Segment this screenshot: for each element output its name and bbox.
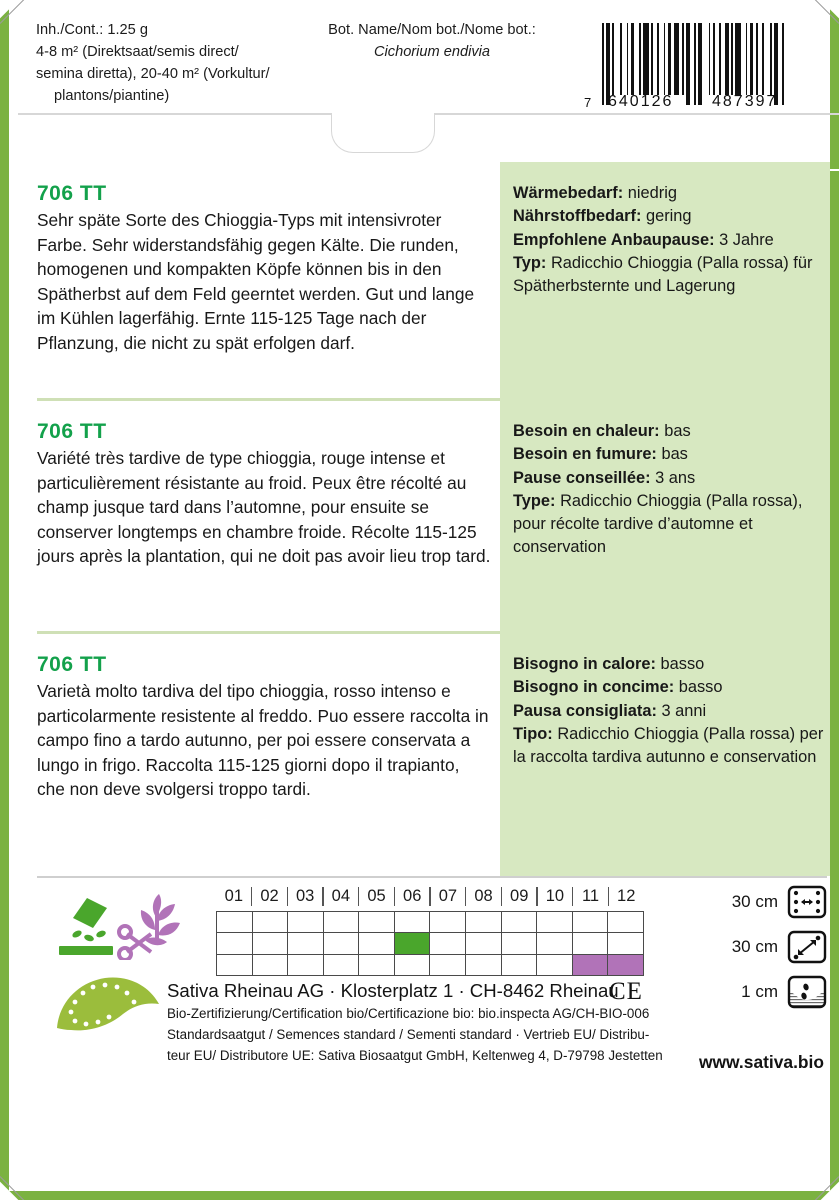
calendar-cell-06-sowing bbox=[395, 933, 431, 954]
distribution-line-2: teur EU/ Distributore UE: Sativa Biosaatgut GmbH, Keltenweg 4, D-79798 Jestetten bbox=[167, 1047, 663, 1063]
info-label: Besoin en fumure: bbox=[513, 445, 657, 464]
content-weight-block bbox=[36, 20, 306, 108]
info-value: basso bbox=[660, 655, 705, 673]
calendar-cell-11-harvest bbox=[573, 955, 609, 976]
calendar-cell-12-empty bbox=[608, 912, 644, 933]
info-value: bas bbox=[661, 445, 688, 464]
description-text: Sehr späte Sorte des Chioggia-Typs mit intensivroter Farbe. Sehr widerstandsfähig gegen Kälte. Die runden, homogenen und kompakten Köpfe können bis in den Spätherbst auf dem Feld geerntet werden. Gut und lange im Kühlen lagerfähig. Ernte 115-125 Tage nach der Pflanzung, die nicht zu spät erfolgen darf. bbox=[37, 210, 475, 353]
info-row bbox=[513, 723, 825, 770]
calendar-cell-08-empty bbox=[466, 955, 502, 976]
barcode-bar bbox=[674, 23, 680, 95]
calendar-grid bbox=[216, 911, 644, 976]
calendar-cell-07-empty bbox=[430, 933, 466, 954]
variety-name: 706 TT bbox=[37, 420, 107, 443]
calendar-cell-01-empty bbox=[217, 912, 253, 933]
info-row bbox=[513, 229, 825, 252]
info-row bbox=[513, 252, 825, 299]
calendar-cell-03-empty bbox=[288, 912, 324, 933]
calendar-cell-04-empty bbox=[324, 912, 360, 933]
spacing-group bbox=[677, 882, 827, 1016]
calendar-cell-05-empty bbox=[359, 912, 395, 933]
info-row bbox=[513, 676, 825, 699]
calendar-cell-11-empty bbox=[573, 933, 609, 954]
sowing-area-line-3: plantons/piantine) bbox=[54, 87, 170, 104]
calendar-month-04: 04 bbox=[323, 884, 359, 911]
info-label: Bisogno in calore: bbox=[513, 655, 656, 673]
variety-name: 706 TT bbox=[37, 182, 107, 205]
info-label: Tipo: bbox=[513, 724, 553, 743]
packet-footer bbox=[9, 876, 830, 1191]
calendar-month-headers bbox=[216, 884, 644, 911]
sowing-depth-icon bbox=[787, 972, 827, 1012]
barcode-bar bbox=[731, 23, 733, 95]
frame-left-edge bbox=[0, 0, 9, 1200]
footer-divider bbox=[37, 876, 827, 878]
botanical-name-block bbox=[307, 20, 557, 64]
sowing-area-line-1: 4-8 m² (Direktsaat/semis direct/ bbox=[36, 43, 239, 60]
calendar-cell-12-empty bbox=[608, 933, 644, 954]
sowing-depth-row bbox=[677, 972, 827, 1012]
barcode-bar bbox=[719, 23, 721, 95]
row-spacing-label: 30 cm bbox=[731, 892, 778, 911]
calendar-cell-10-empty bbox=[537, 955, 573, 976]
variety-name: 706 TT bbox=[37, 653, 107, 676]
barcode-bar bbox=[725, 23, 729, 95]
barcode-bar bbox=[668, 23, 672, 95]
calendar-cell-09-empty bbox=[502, 933, 538, 954]
barcode-digits bbox=[584, 93, 819, 115]
info-row bbox=[513, 420, 825, 443]
certification-line: Bio-Zertifizierung/Certification bio/Certificazione bio: bio.inspecta AG/CH-BIO-006 bbox=[167, 1006, 650, 1021]
description-text: Variété très tardive de type chioggia, rouge intense et particulièrement résistante au froid. Peux être récolté au champ jusque tard dans l’automne, pour ensuite se conserver longtemps en chambre froide. Récolte 115-125 jours après la plantation, qui ne doit pas avoir lieu trop tard. bbox=[37, 448, 491, 567]
info-label: Typ: bbox=[513, 253, 547, 272]
calendar-cell-10-empty bbox=[537, 912, 573, 933]
calendar-cell-08-empty bbox=[466, 933, 502, 954]
barcode-right-group: 487397 bbox=[712, 93, 778, 110]
frame-top-edge bbox=[0, 0, 839, 9]
info-value: gering bbox=[645, 207, 692, 226]
sowing-depth-label: 1 cm bbox=[741, 982, 778, 1001]
calendar-cell-05-empty bbox=[359, 933, 395, 954]
info-value: 3 ans bbox=[655, 468, 696, 487]
info-row bbox=[513, 700, 825, 723]
calendar-cell-12-harvest bbox=[608, 955, 644, 976]
info-list-fr bbox=[513, 420, 825, 560]
calendar-cell-06-empty bbox=[395, 955, 431, 976]
info-row bbox=[513, 467, 825, 490]
info-label: Pause conseillée: bbox=[513, 468, 651, 487]
calendar-month-12: 12 bbox=[617, 887, 636, 905]
content-weight-label: Inh./Cont.: 1.25 g bbox=[36, 22, 148, 38]
barcode-bar bbox=[735, 23, 741, 95]
calendar-cell-07-empty bbox=[430, 912, 466, 933]
calendar-row-1 bbox=[217, 912, 644, 933]
calendar-cell-01-empty bbox=[217, 955, 253, 976]
calendar-cell-09-empty bbox=[502, 912, 538, 933]
info-row bbox=[513, 443, 825, 466]
language-block-de bbox=[9, 162, 830, 400]
calendar-cell-10-empty bbox=[537, 933, 573, 954]
info-value: 3 anni bbox=[661, 701, 707, 720]
sowing-harvest-calendar bbox=[216, 884, 644, 976]
calendar-cell-01-empty bbox=[217, 933, 253, 954]
barcode bbox=[584, 23, 819, 115]
info-label: Besoin en chaleur: bbox=[513, 422, 660, 440]
botanical-name-label: Bot. Name/Nom bot./Nome bot.: bbox=[328, 22, 536, 38]
calendar-cell-11-empty bbox=[573, 912, 609, 933]
calendar-month-02: 02 bbox=[252, 884, 288, 911]
barcode-bar bbox=[750, 23, 754, 95]
website-url[interactable]: www.sativa.bio bbox=[699, 1052, 824, 1072]
info-row bbox=[513, 205, 825, 228]
info-value: niedrig bbox=[627, 184, 677, 202]
barcode-bar bbox=[709, 23, 711, 95]
calendar-month-05: 05 bbox=[359, 884, 395, 911]
calendar-row-3 bbox=[217, 955, 644, 976]
sowing-area-line-2: semina diretta), 20-40 m² (Vorkultur/ bbox=[36, 65, 270, 82]
botanical-name-value: Cichorium endivia bbox=[374, 43, 490, 60]
calendar-month-09: 09 bbox=[501, 884, 537, 911]
barcode-left-group: 640126 bbox=[608, 93, 674, 110]
calendar-cell-08-empty bbox=[466, 912, 502, 933]
calendar-month-06: 06 bbox=[394, 884, 430, 911]
calendar-month-01: 01 bbox=[216, 884, 252, 911]
calendar-month-03: 03 bbox=[287, 884, 323, 911]
info-label: Empfohlene Anbaupause: bbox=[513, 230, 715, 249]
calendar-cell-02-empty bbox=[253, 912, 289, 933]
info-row bbox=[513, 653, 825, 676]
eu-organic-leaf-logo bbox=[49, 972, 167, 1050]
calendar-cell-09-empty bbox=[502, 955, 538, 976]
barcode-bar bbox=[746, 23, 748, 95]
calendar-month-11: 11 bbox=[573, 884, 609, 911]
barcode-bar bbox=[643, 23, 649, 95]
calendar-cell-07-empty bbox=[430, 955, 466, 976]
plant-spacing-icon bbox=[787, 927, 827, 967]
info-label: Pausa consigliata: bbox=[513, 701, 657, 720]
language-block-fr bbox=[9, 400, 830, 633]
barcode-bar bbox=[682, 23, 684, 95]
calendar-cell-06-empty bbox=[395, 912, 431, 933]
barcode-bar bbox=[631, 23, 635, 95]
description-it bbox=[37, 653, 492, 802]
sowing-icon bbox=[59, 898, 113, 955]
calendar-cell-04-empty bbox=[324, 955, 360, 976]
calendar-cell-03-empty bbox=[288, 955, 324, 976]
barcode-bar bbox=[664, 23, 666, 95]
calendar-cell-03-empty bbox=[288, 933, 324, 954]
info-value: Radicchio Chioggia (Palla rossa) für Spätherbsternte und Lagerung bbox=[513, 253, 813, 296]
calendar-month-07: 07 bbox=[430, 884, 466, 911]
info-label: Bisogno in concime: bbox=[513, 678, 675, 697]
info-row bbox=[513, 182, 825, 205]
frame-bottom-edge bbox=[0, 1191, 839, 1200]
description-de bbox=[37, 182, 492, 355]
info-label: Nährstoffbedarf: bbox=[513, 207, 642, 226]
frame-right-edge bbox=[830, 0, 839, 1200]
barcode-lead-digit: 7 bbox=[584, 95, 594, 110]
calendar-month-10: 10 bbox=[537, 884, 573, 911]
info-label: Wärmebedarf: bbox=[513, 184, 624, 202]
info-value: basso bbox=[678, 678, 723, 697]
calendar-cell-02-empty bbox=[253, 933, 289, 954]
info-row bbox=[513, 490, 825, 560]
calendar-row-2 bbox=[217, 933, 644, 954]
info-list-it bbox=[513, 653, 825, 769]
company-address bbox=[167, 980, 667, 1064]
packet-header bbox=[9, 9, 830, 161]
company-name: Sativa Rheinau AG · Klosterplatz 1 · CH-8462 Rheinau bbox=[167, 980, 619, 1001]
calendar-month-08: 08 bbox=[466, 884, 502, 911]
harvest-scissors-icon bbox=[119, 894, 180, 960]
barcode-bar bbox=[612, 23, 614, 95]
distribution-line-1: Standardsaatgut / Semences standard / Sementi standard · Vertrieb EU/ Distribu- bbox=[167, 1026, 650, 1042]
info-value: Radicchio Chioggia (Palla rossa) per la raccolta tardiva autunno e conservation bbox=[513, 724, 824, 767]
leaf-shape bbox=[57, 978, 159, 1031]
barcode-bar bbox=[639, 23, 641, 95]
row-spacing-row bbox=[677, 882, 827, 922]
barcode-bar bbox=[756, 23, 758, 95]
barcode-bars bbox=[602, 23, 809, 95]
barcode-bar bbox=[651, 23, 653, 95]
barcode-bar bbox=[627, 23, 629, 95]
plant-spacing-row bbox=[677, 927, 827, 967]
pictogram-group bbox=[49, 890, 209, 960]
ce-mark: CE bbox=[609, 978, 643, 1005]
hang-hole bbox=[331, 113, 435, 153]
calendar-cell-04-empty bbox=[324, 933, 360, 954]
plant-spacing-label: 30 cm bbox=[731, 937, 778, 956]
info-value: Radicchio Chioggia (Palla rossa), pour récolte tardive d’automne et conservation bbox=[513, 491, 803, 557]
language-block-it bbox=[9, 633, 830, 876]
calendar-cell-02-empty bbox=[253, 955, 289, 976]
barcode-bar bbox=[620, 23, 622, 95]
barcode-bar bbox=[713, 23, 715, 95]
info-value: bas bbox=[664, 422, 691, 440]
description-area bbox=[9, 162, 830, 876]
description-text: Varietà molto tardiva del tipo chioggia, rosso intenso e particolarmente resistente al freddo. Puo essere raccolta in campo fino a tardo autunno, per poi essere conservata a lungo in frigo. Raccolta 115-125 giorni dopo il trapianto, che non deve svolgersi troppo tardi. bbox=[37, 681, 489, 800]
info-list-de bbox=[513, 182, 825, 298]
row-spacing-icon bbox=[787, 882, 827, 922]
description-fr bbox=[37, 420, 492, 569]
info-label: Type: bbox=[513, 491, 556, 510]
barcode-bar bbox=[770, 23, 772, 95]
barcode-bar bbox=[657, 23, 659, 95]
barcode-bar bbox=[762, 23, 764, 95]
info-value: 3 Jahre bbox=[719, 230, 774, 249]
calendar-cell-05-empty bbox=[359, 955, 395, 976]
